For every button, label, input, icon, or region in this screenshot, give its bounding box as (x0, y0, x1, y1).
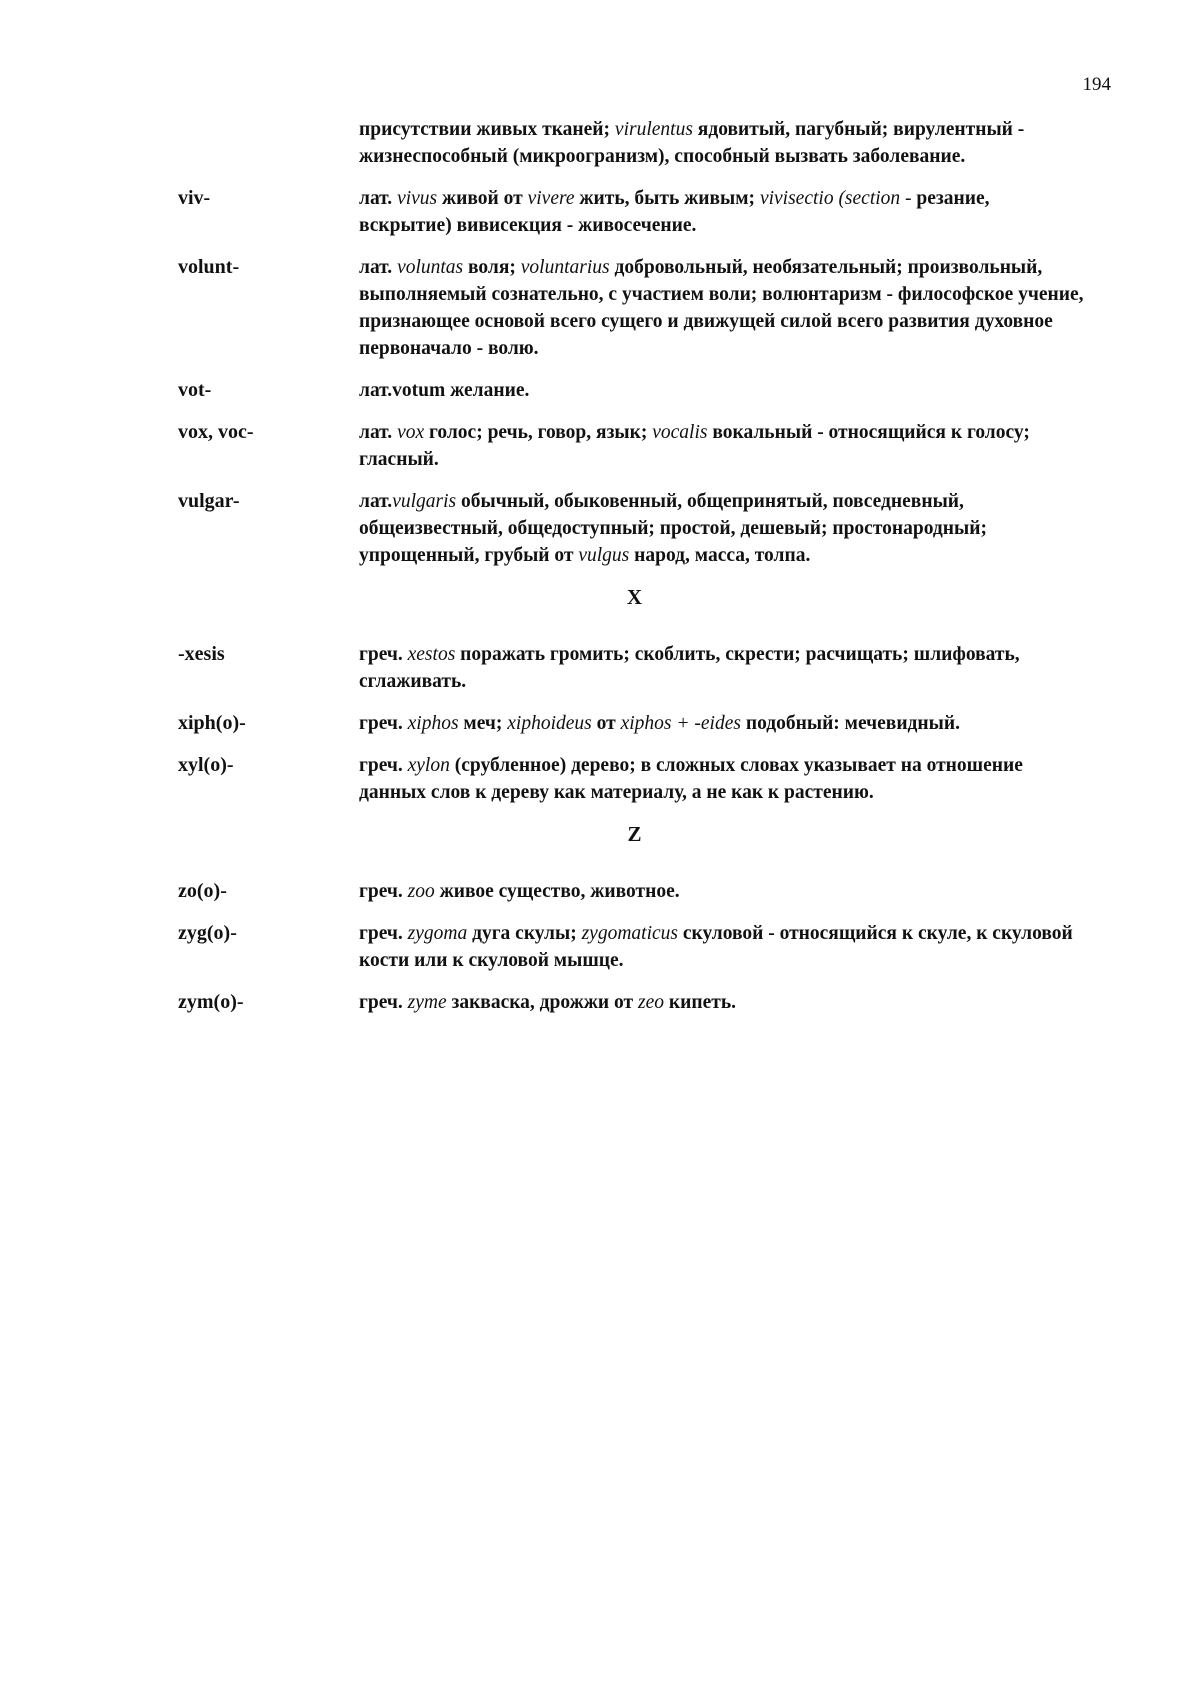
latin-word: vulgaris (392, 491, 457, 512)
definition-text: лат. (359, 257, 398, 278)
entry-term: vox, voc- (178, 421, 254, 443)
latin-word: zygoma (407, 923, 468, 944)
latin-word: virulentus (614, 119, 693, 140)
definition-text: греч. (359, 923, 408, 944)
dictionary-entry (0, 254, 1189, 362)
latin-word: zyme (407, 992, 447, 1013)
definition-text: обычный, обыковенный, общепринятый, повседневный, общеизвестный, общедоступный; простой, дешевый; простонародный; упрощенный, грубый от (359, 491, 987, 566)
dictionary-entry (0, 641, 1189, 695)
entry-definition (359, 989, 1087, 1016)
definition-text: греч. (359, 713, 408, 734)
entry-term: viv- (178, 187, 211, 209)
entry-term: zym(o)- (178, 991, 244, 1013)
entry-list (0, 116, 1189, 1031)
definition-text: лат. (359, 188, 398, 209)
dictionary-entry (0, 920, 1189, 974)
latin-word: vox (397, 422, 425, 443)
entry-definition (359, 752, 1087, 806)
definition-text: добровольный, необязательный; произвольный, выполняемый сознательно, с участием воли; волюнтаризм - философское учение, признающее основой всего сущего и движущей силой всего развития духовное первоначало - волю. (359, 257, 1084, 359)
definition-text: подобный: мечевидный. (740, 713, 960, 734)
dictionary-entry (0, 419, 1189, 473)
latin-word: voluntas (397, 257, 464, 278)
entry-term: zyg(o)- (178, 922, 237, 944)
section-letter-heading: X (626, 585, 643, 609)
definition-text: присутствии живых тканей; (359, 119, 615, 140)
dictionary-entry (0, 989, 1189, 1016)
definition-text: греч. (359, 755, 408, 776)
definition-text: живое существо, животное. (434, 881, 680, 902)
continuation-entry (0, 116, 1189, 170)
entry-definition (359, 878, 1087, 905)
section-letter-heading: Z (627, 822, 642, 846)
definition-text: голос; речь, говор, язык; (424, 422, 653, 443)
definition-text: кипеть. (664, 992, 737, 1013)
latin-word: vulgus (578, 545, 630, 566)
latin-word: xiphos + -eides (620, 713, 741, 734)
entry-definition (359, 254, 1087, 362)
definition-text: греч. (359, 644, 408, 665)
definition-text: меч; (458, 713, 508, 734)
definition-text: резание, вскрытие) вивисекция - живосечение. (359, 188, 990, 236)
dictionary-entry (0, 377, 1189, 404)
entry-term: -xesis (178, 643, 225, 665)
definition-text: воля; (463, 257, 521, 278)
latin-word: vocalis (652, 422, 708, 443)
definition-text: вокальный - относящийся к голосу; гласный. (359, 422, 1030, 470)
latin-word: voluntarius (520, 257, 610, 278)
latin-word: zygomaticus (581, 923, 678, 944)
definition-text: дуга скулы; (467, 923, 582, 944)
definition-text: поражать громить; скоблить, скрести; расчищать; шлифовать, сглаживать. (359, 644, 1020, 692)
entry-definition (359, 710, 1087, 737)
dictionary-entry (0, 752, 1189, 806)
latin-word: zoo (407, 881, 435, 902)
entry-definition (359, 419, 1087, 473)
entry-term: zo(o)- (178, 880, 227, 902)
definition-text: лат. (359, 422, 398, 443)
entry-definition (359, 185, 1087, 239)
definition-text: скуловой - относящийся к скуле, к скуловой кости или к скуловой мышце. (359, 923, 1073, 971)
latin-word: vivere (527, 188, 575, 209)
entry-definition (359, 920, 1087, 974)
latin-word: vivisectio (section - (759, 188, 912, 209)
entry-definition (359, 377, 1087, 404)
dictionary-entry (0, 488, 1189, 569)
definition-text: греч. (359, 881, 408, 902)
entry-term: vulgar- (178, 490, 240, 512)
definition-text: от (591, 713, 621, 734)
definition-text: лат.votum желание. (359, 380, 530, 401)
latin-word: xiphos (407, 713, 459, 734)
definition-text: греч. (359, 992, 408, 1013)
latin-word: xiphoideus (507, 713, 592, 734)
definition-text: ядовитый, пагубный; вирулентный - жизнеспособный (микроогранизм), способный вызвать заболевание. (359, 119, 1025, 167)
definition-text: лат. (359, 491, 393, 512)
entry-term: xiph(o)- (178, 712, 246, 734)
definition-text: жить, быть живым; (574, 188, 760, 209)
definition-text: закваска, дрожжи от (446, 992, 638, 1013)
entry-definition (359, 116, 1087, 170)
latin-word: zeo (638, 992, 664, 1013)
latin-word: xylon (407, 755, 450, 776)
definition-text: народ, масса, толпа. (629, 545, 811, 566)
entry-definition (359, 641, 1087, 695)
entry-term: xyl(o)- (178, 754, 234, 776)
entry-term: volunt- (178, 256, 240, 278)
page-number: 194 (1082, 74, 1111, 95)
dictionary-entry (0, 710, 1189, 737)
definition-text: (срубленное) дерево; в сложных словах указывает на отношение данных слов к дереву как материалу, а не как к растению. (359, 755, 1023, 803)
entry-definition (359, 488, 1087, 569)
entry-term: vot- (178, 379, 212, 401)
dictionary-entry (0, 878, 1189, 905)
latin-word: xestos (407, 644, 456, 665)
latin-word: vivus (397, 188, 438, 209)
definition-text: живой от (437, 188, 528, 209)
dictionary-entry (0, 185, 1189, 239)
